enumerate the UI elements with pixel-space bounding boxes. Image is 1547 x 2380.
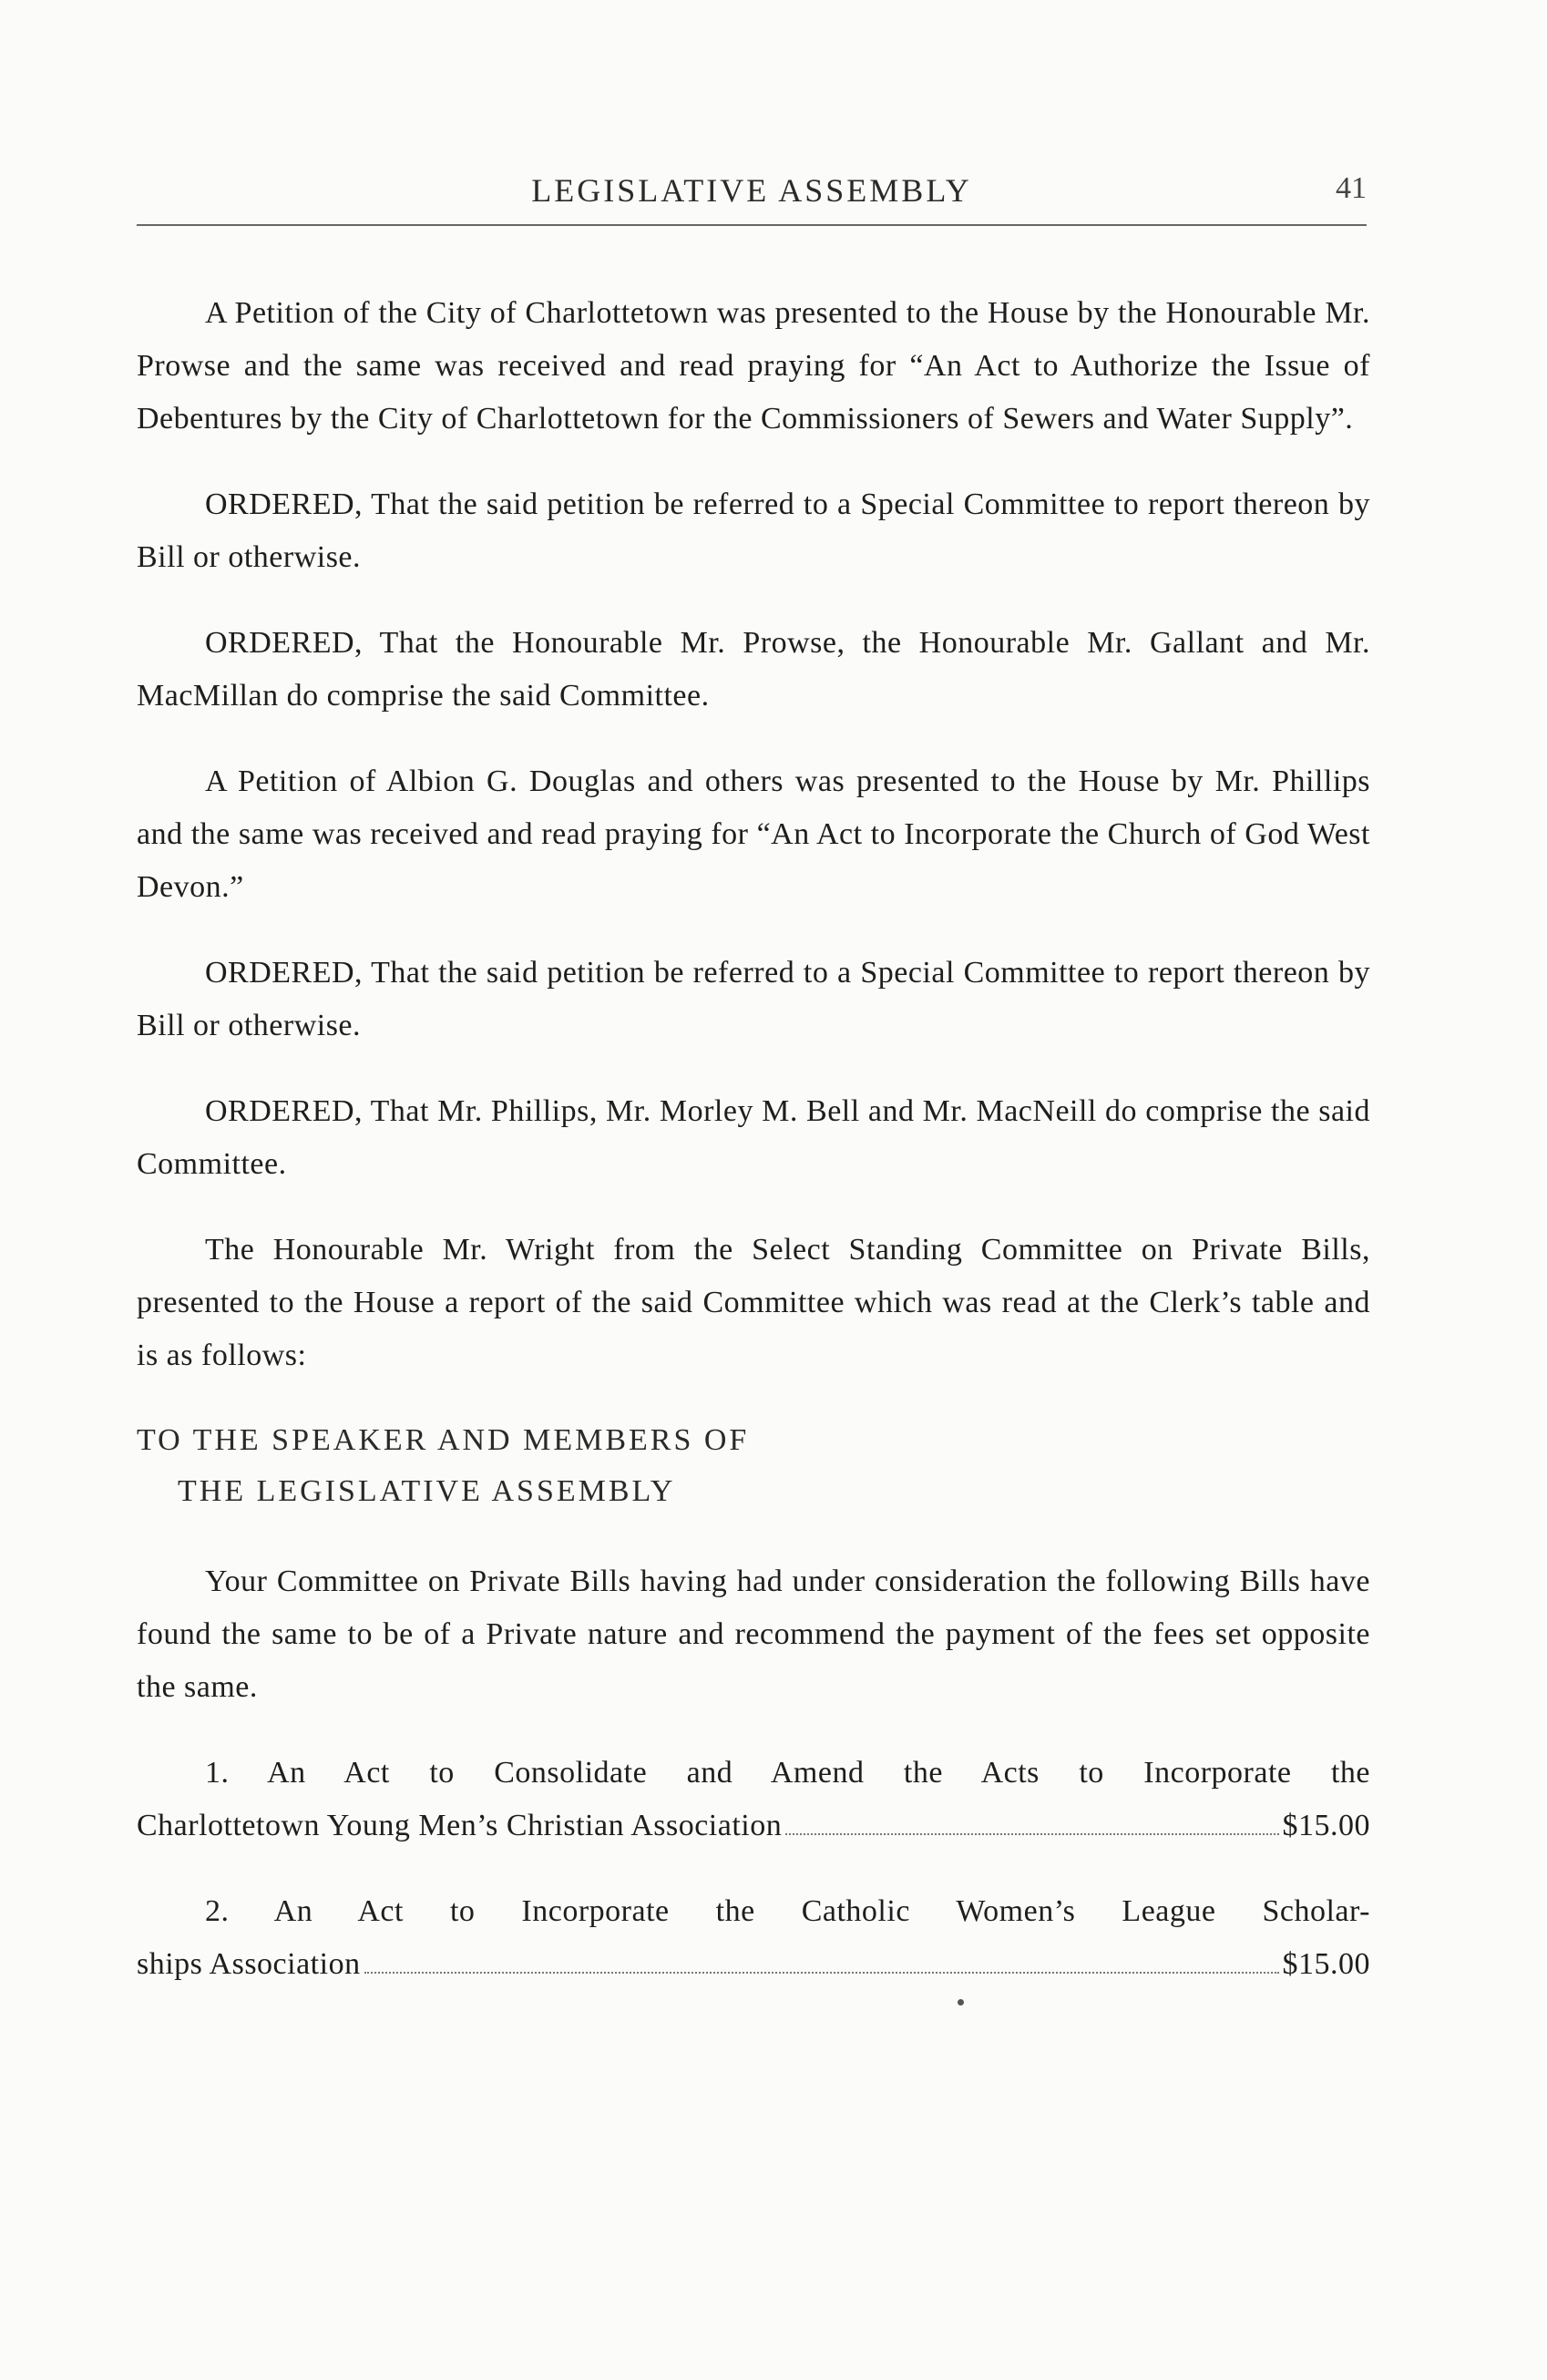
paragraph-petition-douglas: A Petition of Albion G. Douglas and others was presented to the House by Mr. Phillips and the same was received and read praying for “An Act to Incorporate the Church of God West Devon.” bbox=[137, 764, 1370, 904]
dot-leader bbox=[364, 1971, 1279, 1974]
header-rule bbox=[137, 224, 1367, 226]
bill-item-1-fee: $15.00 bbox=[1282, 1809, 1370, 1842]
report-intro: Your Committee on Private Bills having had under consideration the following Bills have found the same to be of a Private nature and recommend the payment of the fees set opposite the same. bbox=[137, 1564, 1370, 1704]
bill-item-2-fee: $15.00 bbox=[1282, 1947, 1370, 1981]
paragraph-order-committee-2: ORDERED, That the said petition be referred to a Special Committee to report thereon by Bill or otherwise. bbox=[137, 956, 1370, 1042]
report-heading-line-1: TO THE SPEAKER AND MEMBERS OF bbox=[137, 1423, 750, 1457]
bill-item-2-line-2 bbox=[137, 1938, 1370, 1991]
bill-item-2-name-end: ships Association bbox=[137, 1947, 361, 1981]
paragraph-petition-charlottetown: A Petition of the City of Charlottetown was presented to the House by the Honourable Mr. Prowse and the same was received and read praying for “An Act to Authorize the Issue of Debentures by the City of Charlottetown for the Commissioners of Sewers and Water Supply”. bbox=[137, 296, 1370, 436]
bill-item-1-line-1: 1. An Act to Consolidate and Amend the Acts to Incorporate the bbox=[205, 1756, 1370, 1790]
report-heading-line-2: THE LEGISLATIVE ASSEMBLY bbox=[178, 1474, 676, 1508]
bill-item-2-line-1: 2. An Act to Incorporate the Catholic Women’s League Scholar- bbox=[205, 1894, 1370, 1928]
bill-item-2 bbox=[137, 1885, 1370, 1991]
paragraph-private-bills-report: The Honourable Mr. Wright from the Select Standing Committee on Private Bills, presented to the House a report of the said Committee which was read at the Clerk’s table and is as follows: bbox=[137, 1233, 1370, 1372]
paragraph-order-members-1: ORDERED, That the Honourable Mr. Prowse, the Honourable Mr. Gallant and Mr. MacMillan do comprise the said Committee. bbox=[137, 626, 1370, 713]
dot-leader bbox=[785, 1832, 1278, 1835]
page-number: 41 bbox=[1336, 171, 1367, 205]
page-body bbox=[137, 287, 1370, 2024]
report-heading bbox=[137, 1415, 1370, 1517]
bill-item-1-name-end: Charlottetown Young Men’s Christian Association bbox=[137, 1809, 783, 1842]
bill-item-1-line-2 bbox=[137, 1800, 1370, 1852]
bill-item-1 bbox=[137, 1747, 1370, 1852]
paragraph-order-members-2: ORDERED, That Mr. Phillips, Mr. Morley M. Bell and Mr. MacNeill do comprise the said Committee. bbox=[137, 1094, 1370, 1181]
running-title: LEGISLATIVE ASSEMBLY bbox=[531, 172, 972, 209]
page-header bbox=[137, 171, 1367, 226]
paragraph-order-committee-1: ORDERED, That the said petition be referred to a Special Committee to report thereon by Bill or otherwise. bbox=[137, 487, 1370, 574]
stray-ink-dot bbox=[958, 1999, 964, 2006]
